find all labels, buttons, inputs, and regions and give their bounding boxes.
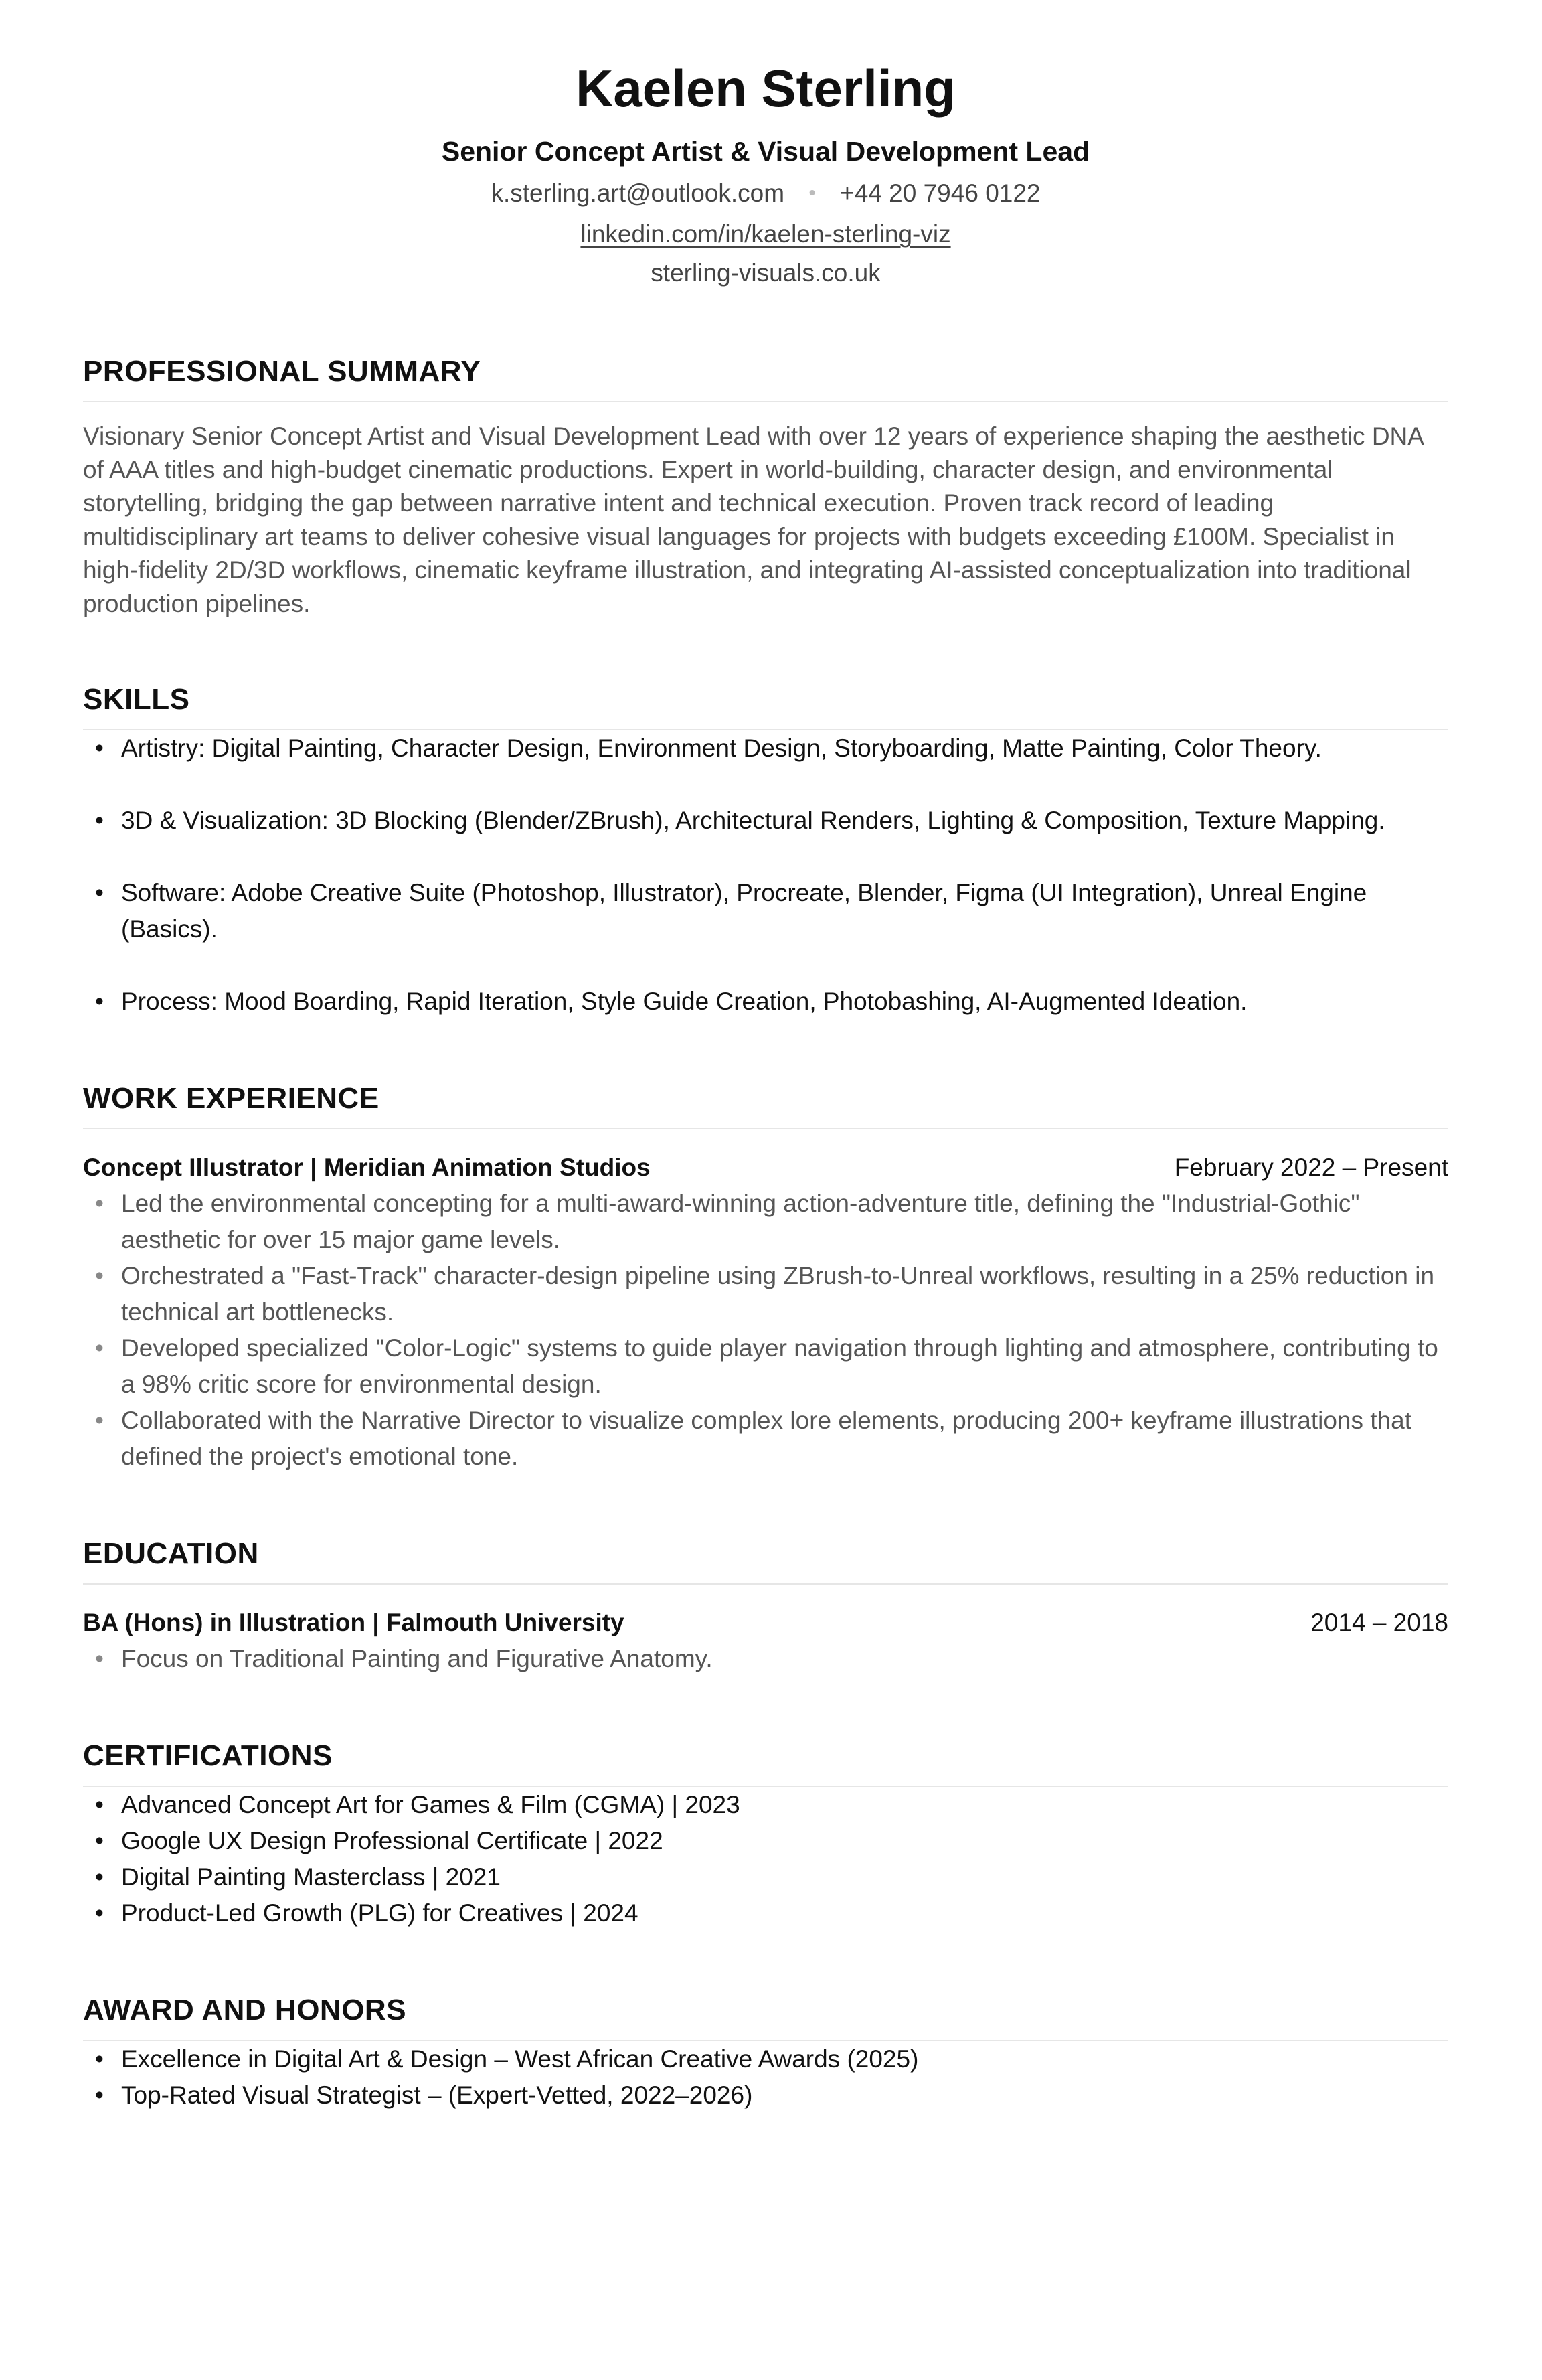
section-heading-summary: PROFESSIONAL SUMMARY: [83, 353, 1448, 402]
candidate-name: Kaelen Sterling: [576, 59, 956, 118]
job-header: [83, 1149, 1448, 1186]
job-bullets: [83, 1186, 1448, 1475]
linkedin-row: [83, 215, 1448, 254]
summary-section: [83, 353, 1448, 621]
website-row: [83, 254, 1448, 293]
certification-item: • Digital Painting Masterclass | 2021: [83, 1859, 1448, 1895]
awards-section: [83, 1992, 1448, 2114]
summary-text: Visionary Senior Concept Artist and Visual Development Lead with over 12 years of experience shaping the aesthetic DNA of AAA titles and high-budget cinematic productions. Expert in world-building, character design, and environmental storytelling, bridging the gap between narrative intent and technical execution. Proven track record of leading multidisciplinary art teams to deliver cohesive visual languages for projects with budgets exceeding £100M. Specialist in high-fidelity 2D/3D workflows, cinematic keyframe illustration, and integrating AI-assisted conceptualization into traditional production pipelines.: [83, 422, 1423, 617]
section-heading-experience: WORK EXPERIENCE: [83, 1080, 1448, 1129]
phone-number[interactable]: +44 20 7946 0122: [840, 179, 1041, 207]
certification-item: • Product-Led Growth (PLG) for Creatives | 2024: [83, 1895, 1448, 1931]
skill-item: • 3D & Visualization: 3D Blocking (Blender/ZBrush), Architectural Renders, Lighting & Composition, Texture Mapping.: [83, 803, 1448, 839]
certifications-section: [83, 1737, 1448, 1931]
education-header: [83, 1605, 1448, 1641]
website-link[interactable]: sterling-visuals.co.uk: [651, 259, 881, 287]
resume-header: [83, 56, 1448, 293]
certifications-list: [83, 1787, 1448, 1931]
job-bullet: • Orchestrated a "Fast-Track" character-design pipeline using ZBrush-to-Unreal workflows, resulting in a 25% reduction in technical art bottlenecks.: [83, 1258, 1448, 1330]
education-bullet: • Focus on Traditional Painting and Figurative Anatomy.: [83, 1641, 1448, 1677]
skill-item: • Software: Adobe Creative Suite (Photoshop, Illustrator), Procreate, Blender, Figma (UI Integration), Unreal Engine (Basics).: [83, 875, 1448, 947]
education-section: [83, 1535, 1448, 1677]
section-heading-awards: AWARD AND HONORS: [83, 1992, 1448, 2041]
certification-item: • Advanced Concept Art for Games & Film (CGMA) | 2023: [83, 1787, 1448, 1823]
section-heading-skills: SKILLS: [83, 681, 1448, 730]
degree: BA (Hons) in Illustration | Falmouth University: [83, 1609, 624, 1636]
contact-separator: •: [808, 182, 816, 204]
certification-item: • Google UX Design Professional Certificate | 2022: [83, 1823, 1448, 1859]
candidate-title: Senior Concept Artist & Visual Development Lead: [441, 136, 1090, 167]
job-bullet: • Developed specialized "Color-Logic" systems to guide player navigation through lighting and atmosphere, contributing to a 98% critic score for environmental design.: [83, 1330, 1448, 1403]
awards-list: [83, 2041, 1448, 2114]
education-dates: 2014 – 2018: [1310, 1609, 1448, 1636]
contact-row: [83, 174, 1448, 215]
skills-list: [83, 730, 1448, 1020]
experience-section: [83, 1080, 1448, 1475]
email-link[interactable]: k.sterling.art@outlook.com: [491, 179, 785, 207]
job-bullet: • Led the environmental concepting for a multi-award-winning action-adventure title, defining the "Industrial-Gothic" aesthetic for over 15 major game levels.: [83, 1186, 1448, 1258]
job-dates: February 2022 – Present: [1174, 1154, 1448, 1181]
award-item: • Top-Rated Visual Strategist – (Expert-Vetted, 2022–2026): [83, 2077, 1448, 2114]
section-heading-certifications: CERTIFICATIONS: [83, 1737, 1448, 1787]
job-role: Concept Illustrator | Meridian Animation Studios: [83, 1154, 651, 1181]
linkedin-link[interactable]: linkedin.com/in/kaelen-sterling-viz: [580, 220, 951, 248]
education-bullets: [83, 1641, 1448, 1677]
skills-section: [83, 681, 1448, 1020]
skill-item: • Artistry: Digital Painting, Character Design, Environment Design, Storyboarding, Matte Painting, Color Theory.: [83, 730, 1448, 767]
job-bullet: • Collaborated with the Narrative Director to visualize complex lore elements, producing 200+ keyframe illustrations that defined the project's emotional tone.: [83, 1403, 1448, 1475]
skill-item: • Process: Mood Boarding, Rapid Iteration, Style Guide Creation, Photobashing, AI-Augmented Ideation.: [83, 983, 1448, 1020]
section-heading-education: EDUCATION: [83, 1535, 1448, 1585]
resume-page: [83, 56, 1448, 2114]
award-item: • Excellence in Digital Art & Design – West African Creative Awards (2025): [83, 2041, 1448, 2077]
